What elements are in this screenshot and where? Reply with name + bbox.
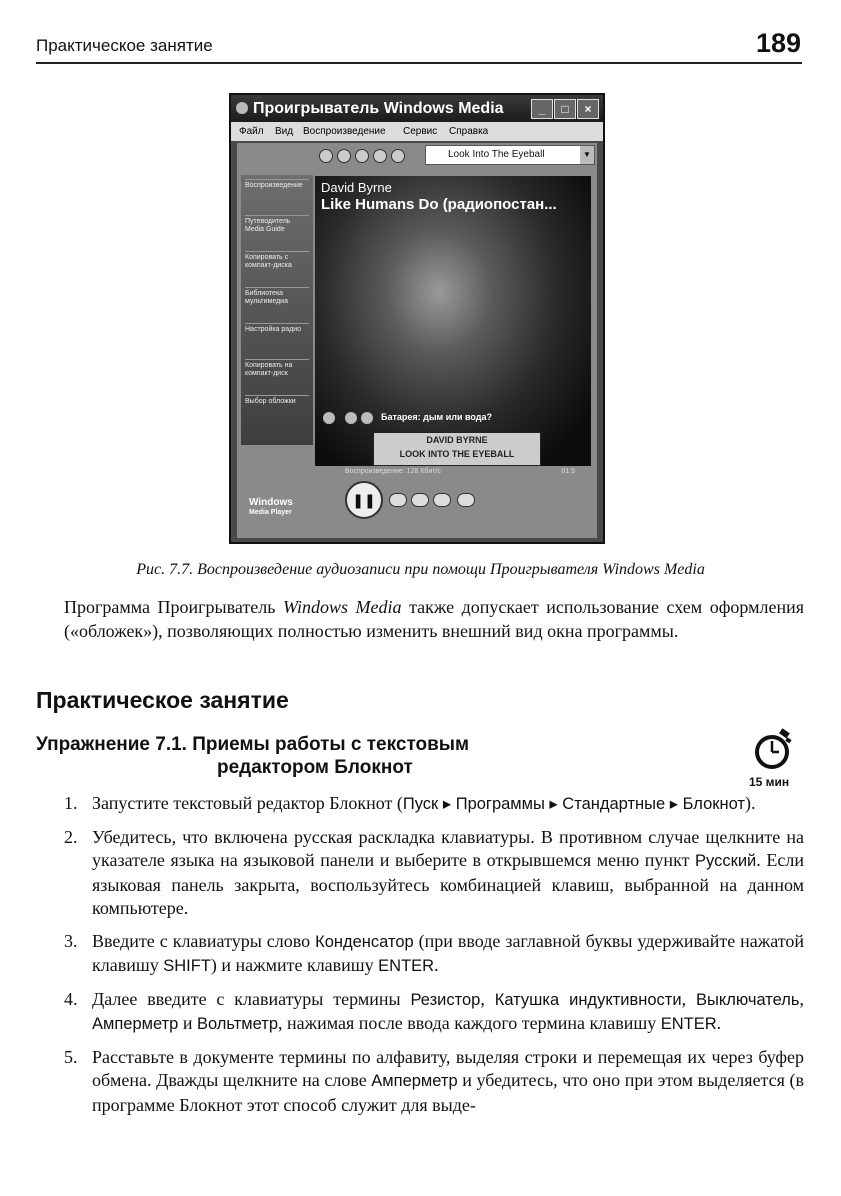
album-line1: DAVID BYRNE bbox=[426, 435, 488, 445]
body-paragraph: Программа Проигрыватель Windows Media также допускает использование схем оформления («обложек»), позволяющих полностью изменить внешний вид окна программы. bbox=[64, 597, 804, 641]
step-item bbox=[64, 988, 804, 1037]
search-icon bbox=[323, 412, 335, 424]
menu-tools: Сервис bbox=[403, 126, 438, 137]
menu-play: Воспроизведение bbox=[303, 126, 386, 137]
exercise-time: 15 мин bbox=[749, 775, 790, 789]
mute-icon bbox=[457, 493, 475, 507]
step-text: , bbox=[480, 988, 495, 1009]
step-text: , bbox=[681, 988, 696, 1009]
section-title: Практическое занятие bbox=[36, 687, 289, 713]
chevron-down-icon: ▼ bbox=[580, 146, 594, 164]
exercise-title-line2: редактором Блокнот bbox=[217, 757, 413, 778]
status-bar bbox=[345, 468, 575, 480]
step-text: Введите с клавиатуры слово bbox=[92, 930, 316, 951]
ui-term: Амперметр bbox=[371, 1072, 458, 1090]
menu-file: Файл bbox=[239, 126, 264, 137]
player-body bbox=[237, 143, 597, 538]
album-line2: LOOK INTO THE EYEBALL bbox=[399, 449, 515, 459]
ui-term: ENTER bbox=[378, 957, 435, 975]
step-item bbox=[64, 1046, 804, 1118]
step-number: 2. bbox=[64, 826, 78, 847]
step-item bbox=[64, 826, 804, 921]
step-text: (при вводе заглавной буквы удерживайте нажатой клавишу bbox=[92, 930, 804, 975]
running-header: Практическое занятие bbox=[36, 36, 213, 55]
step-text: . Если языковая панель закрыта, воспользуйтесь комбинацией клавиш, выбранной на данном компьютере. bbox=[92, 850, 804, 918]
page-number: 189 bbox=[755, 28, 801, 58]
exercise-title bbox=[36, 733, 469, 779]
info-strip-text: Батарея: дым или вода? bbox=[381, 412, 492, 422]
stop-button-icon bbox=[389, 493, 407, 507]
menu-view: Вид bbox=[275, 126, 294, 137]
ui-term: Выключатель bbox=[695, 990, 800, 1009]
pause-icon: ❚❚ bbox=[345, 481, 383, 519]
sidebar-item: Выбор обложки bbox=[245, 395, 309, 406]
step-text: ). bbox=[744, 793, 756, 813]
ui-term: ENTER bbox=[660, 1015, 717, 1033]
previous-track-icon bbox=[411, 493, 429, 507]
album-art bbox=[373, 432, 541, 466]
figure-caption: Рис. 7.7. Воспроизведение аудиозаписи при помощи Проигрывателя Windows Media bbox=[136, 561, 705, 578]
menu-help: Справка bbox=[449, 126, 489, 137]
player-sidebar bbox=[241, 175, 313, 445]
prev-info-icon bbox=[345, 412, 357, 424]
sidebar-item: Копировать на компакт-диск bbox=[245, 359, 309, 378]
playlist-combo bbox=[425, 145, 595, 165]
ui-term: Катушка индуктивности bbox=[494, 990, 682, 1009]
stop-icon bbox=[355, 149, 369, 163]
forward-icon bbox=[337, 149, 351, 163]
status-text: Воспроизведение: 128 Кбит/с bbox=[345, 468, 441, 475]
ui-term: Резистор bbox=[410, 990, 481, 1009]
sidebar-item: Библиотека мультимедиа bbox=[245, 287, 309, 306]
artist-name: David Byrne bbox=[321, 180, 392, 195]
step-number: 4. bbox=[64, 988, 78, 1009]
ui-term: SHIFT bbox=[163, 957, 211, 975]
step-text: Убедитесь, что включена русская раскладка клавиатуры. В противном случае щелкните на указателе языка на языковой панели и выберите в открывшемся меню пункт bbox=[92, 826, 804, 870]
song-title: Like Humans Do (радиопостан... bbox=[321, 196, 557, 213]
close-icon: × bbox=[577, 99, 599, 119]
sidebar-item: Путеводитель Media Guide bbox=[245, 215, 309, 234]
step-text: Расставьте в документе термины по алфавиту, выделяя строки и перемещая их через буфер обмена. Дважды щелкните на слове bbox=[92, 1046, 804, 1090]
step-text: , bbox=[799, 988, 805, 1009]
step-text: и убедитесь, что оно при этом выделяется (в программе Блокнот этот способ служит для выде- bbox=[92, 1070, 804, 1115]
ui-term: Конденсатор bbox=[315, 932, 414, 951]
sidebar-item: Настройка радио bbox=[245, 323, 309, 334]
visualization-area bbox=[315, 176, 591, 475]
sidebar-item: Воспроизведение bbox=[245, 179, 309, 190]
exercise-title-line1: Упражнение 7.1. Приемы работы с текстовым bbox=[36, 734, 470, 755]
ui-term: Амперметр bbox=[92, 1015, 179, 1033]
step-text: Запустите текстовый редактор Блокнот ( bbox=[92, 793, 403, 813]
player-app-icon bbox=[236, 102, 248, 114]
sidebar-item: Копировать с компакт-диска bbox=[245, 251, 309, 270]
ui-term: Пуск ▸ Программы ▸ Стандартные ▸ Блокнот bbox=[402, 795, 745, 813]
maximize-icon: □ bbox=[554, 99, 576, 119]
ui-term: Русский bbox=[695, 852, 757, 870]
step-text: . bbox=[434, 955, 439, 975]
transport-controls bbox=[323, 481, 593, 527]
player-title-bar bbox=[231, 95, 603, 122]
minimize-icon: _ bbox=[531, 99, 553, 119]
refresh-icon bbox=[373, 149, 387, 163]
wmp-logo: Windows Media Player bbox=[249, 497, 293, 516]
player-nav-buttons bbox=[319, 149, 411, 163]
step-item bbox=[64, 930, 804, 979]
next-info-icon bbox=[361, 412, 373, 424]
step-number: 3. bbox=[64, 930, 78, 951]
media-player-screenshot bbox=[229, 93, 605, 544]
step-text: Далее введите с клавиатуры термины bbox=[92, 988, 411, 1009]
playlist-combo-value: Look Into The Eyeball bbox=[448, 149, 545, 160]
step-text: . bbox=[716, 1013, 722, 1033]
step-text: ) и нажмите клавишу bbox=[210, 955, 379, 975]
step-text: , нажимая после ввода каждого термина клавишу bbox=[278, 1013, 661, 1033]
home-icon bbox=[391, 149, 405, 163]
player-title: Проигрыватель Windows Media bbox=[253, 100, 504, 117]
next-track-icon bbox=[433, 493, 451, 507]
ui-term: Вольтметр bbox=[196, 1015, 279, 1033]
step-item bbox=[64, 792, 804, 817]
header-rule bbox=[36, 62, 802, 64]
back-icon bbox=[319, 149, 333, 163]
step-number: 5. bbox=[64, 1046, 78, 1067]
player-menu-bar bbox=[231, 122, 603, 141]
step-text: и bbox=[178, 1013, 197, 1033]
step-number: 1. bbox=[64, 793, 78, 813]
steps-list bbox=[64, 792, 804, 1126]
status-time: 01:5 bbox=[561, 468, 575, 475]
